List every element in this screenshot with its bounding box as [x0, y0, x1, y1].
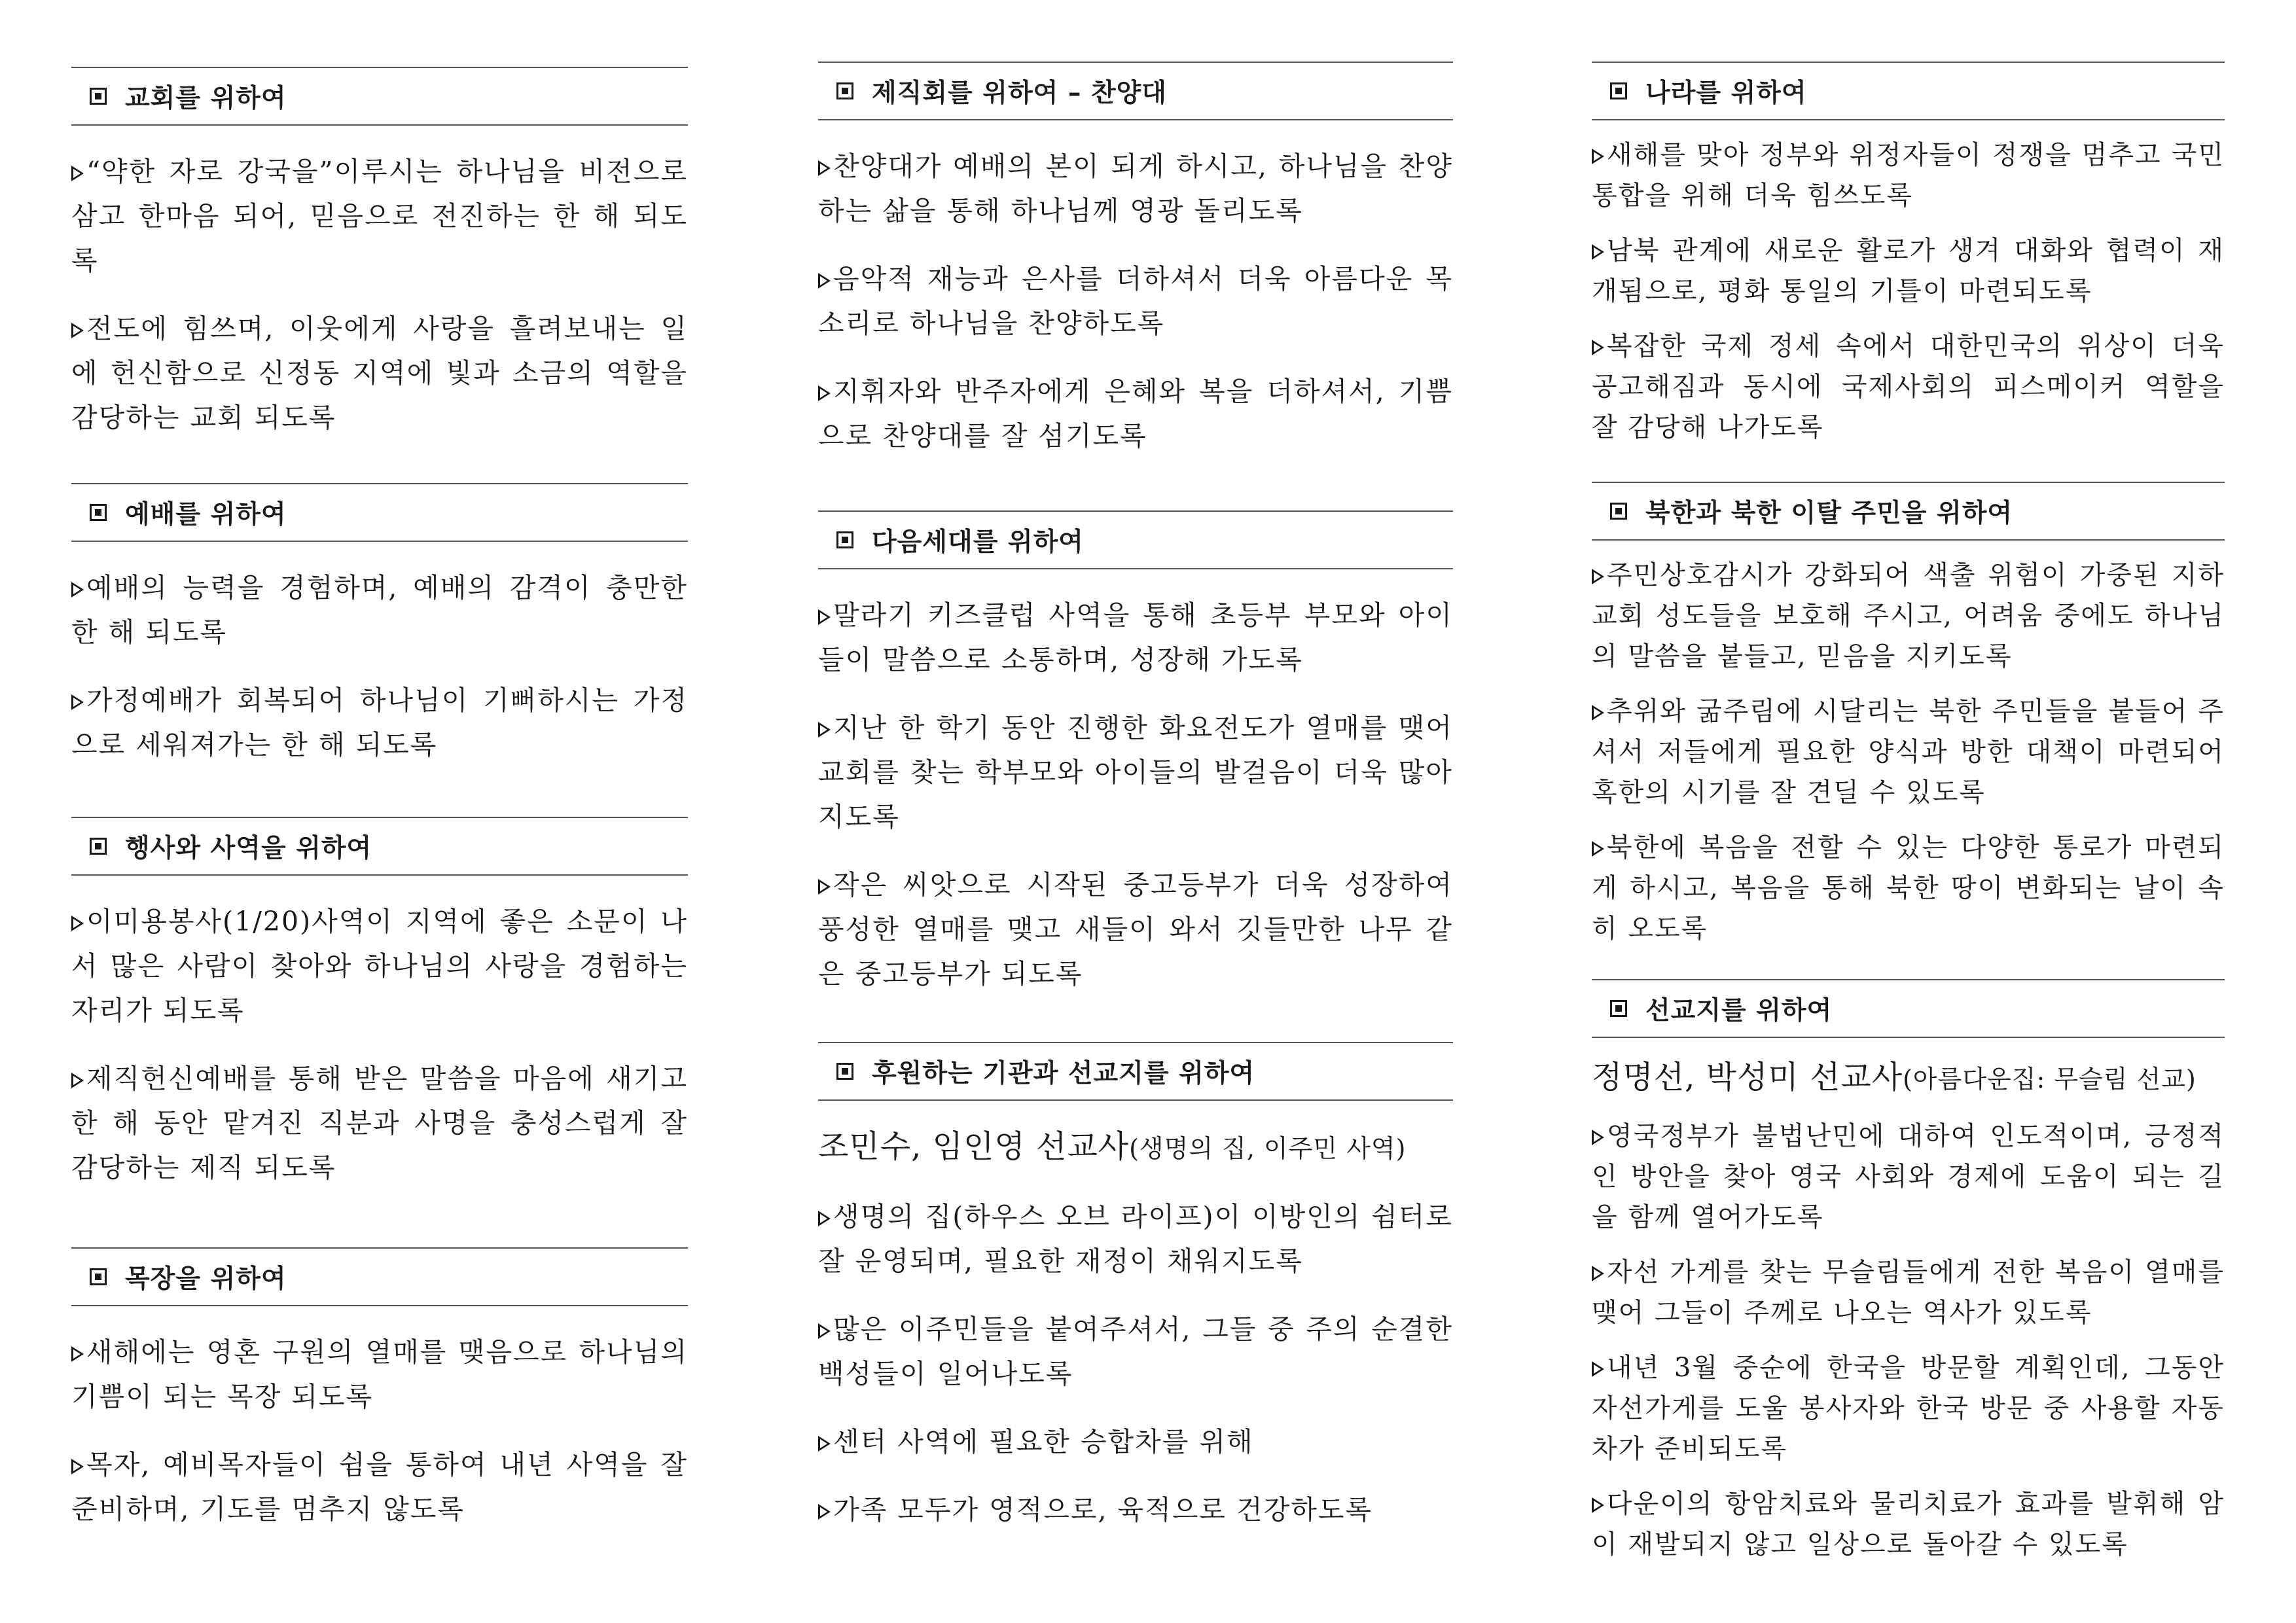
square-bullet-icon — [90, 88, 107, 105]
section-heading — [71, 67, 688, 126]
section-title: 선교지를 위하여 — [1645, 996, 1833, 1026]
prayer-item: 주민상호감시가 강화되어 색출 위험이 가중된 지하교회 성도들을 보호해 주시고, 어려움 중에도 하나님의 말씀을 붙들고, 믿음을 지키도록 — [1592, 560, 2225, 671]
prayer-item: 제직헌신예배를 통해 받은 말씀을 마음에 새기고 한 해 동안 맡겨진 직분과 사명을 충성스럽게 잘 감당하는 제직 되도록 — [71, 1063, 688, 1183]
section-heading — [1592, 62, 2225, 120]
triangle-bullet-icon — [818, 722, 831, 738]
prayer-item: 추위와 굶주림에 시달리는 북한 주민들을 붙들어 주셔서 저들에게 필요한 양식과 방한 대책이 마련되어 혹한의 시기를 잘 견딜 수 있도록 — [1592, 696, 2225, 808]
triangle-bullet-icon — [818, 609, 831, 625]
prayer-item: 찬양대가 예배의 본이 되게 하시고, 하나님을 찬양하는 삶을 통해 하나님께 영광 돌리도록 — [818, 151, 1453, 226]
prayer-item: 말라기 키즈클럽 사역을 통해 초등부 부모와 아이들이 말씀으로 소통하며, 성장해 가도록 — [818, 599, 1453, 675]
section-title: 북한과 북한 이탈 주민을 위하여 — [1645, 499, 2013, 528]
section-pastor — [71, 1247, 688, 1531]
triangle-bullet-icon — [818, 1323, 831, 1339]
square-bullet-icon — [1610, 503, 1627, 520]
section-next-generation — [818, 510, 1453, 996]
section-heading — [71, 817, 688, 876]
prayer-item: 생명의 집(하우스 오브 라이프)이 이방인의 쉼터로 잘 운영되며, 필요한 재정이 채워지도록 — [818, 1201, 1453, 1277]
triangle-bullet-icon — [71, 166, 84, 181]
square-bullet-icon — [90, 1268, 107, 1285]
prayer-item: 음악적 재능과 은사를 더하셔서 더욱 아름다운 목소리로 하나님을 찬양하도록 — [818, 263, 1453, 339]
section-title: 교회를 위하여 — [125, 84, 287, 113]
triangle-bullet-icon — [71, 1346, 84, 1362]
missionary-subtitle: (생명의 집, 이주민 사역) — [1129, 1134, 1407, 1163]
section-heading — [71, 1247, 688, 1306]
square-bullet-icon — [90, 504, 107, 521]
prayer-item: 센터 사역에 필요한 승합차를 위해 — [818, 1419, 1453, 1464]
triangle-bullet-icon — [1592, 1266, 1604, 1281]
triangle-bullet-icon — [818, 1211, 831, 1226]
prayer-item: 가정예배가 회복되어 하나님이 기뻐하시는 가정으로 세워져가는 한 해 되도록 — [71, 685, 688, 760]
triangle-bullet-icon — [818, 160, 831, 176]
triangle-bullet-icon — [818, 1436, 831, 1452]
prayer-item: 목자, 예비목자들이 쉼을 통하여 내년 사역을 잘 준비하며, 기도를 멈추지 않도록 — [71, 1449, 688, 1525]
triangle-bullet-icon — [818, 273, 831, 289]
triangle-bullet-icon — [1592, 340, 1604, 355]
triangle-bullet-icon — [818, 385, 831, 401]
triangle-bullet-icon — [1592, 569, 1604, 584]
section-choir — [818, 62, 1453, 458]
triangle-bullet-icon — [1592, 1497, 1604, 1513]
prayer-item: 다운이의 항암치료와 물리치료가 효과를 발휘해 암이 재발되지 않고 일상으로 돌아갈 수 있도록 — [1592, 1489, 2225, 1560]
section-title: 제직회를 위하여 – 찬양대 — [872, 79, 1167, 108]
prayer-item: 작은 씨앗으로 시작된 중고등부가 더욱 성장하여 풍성한 열매를 맺고 새들이 와서 깃들만한 나무 같은 중고등부가 되도록 — [818, 869, 1453, 990]
missionary-name: 정명선, 박성미 선교사 — [1592, 1059, 1903, 1096]
prayer-item: 내년 3월 중순에 한국을 방문할 계획인데, 그동안 자선가게를 도울 봉사자와 한국 방문 중 사용할 자동차가 준비되도록 — [1592, 1353, 2225, 1464]
prayer-item: 이미용봉사(1/20)사역이 지역에 좋은 소문이 나서 많은 사람이 찾아와 하나님의 사랑을 경험하는 자리가 되도록 — [71, 906, 688, 1026]
square-bullet-icon — [836, 1063, 853, 1080]
prayer-item: 남북 관계에 새로운 활로가 생겨 대화와 협력이 재개됨으로, 평화 통일의 기틀이 마련되도록 — [1592, 236, 2225, 306]
square-bullet-icon — [1610, 82, 1627, 99]
triangle-bullet-icon — [1592, 149, 1604, 164]
section-heading — [1592, 482, 2225, 541]
triangle-bullet-icon — [818, 1504, 831, 1520]
section-events — [71, 817, 688, 1190]
section-mission — [1592, 979, 2225, 1565]
missionary-subtitle: (아름다운집: 무슬림 선교) — [1903, 1065, 2197, 1094]
triangle-bullet-icon — [71, 1459, 84, 1474]
missionary-name: 조민수, 임인영 선교사 — [818, 1128, 1130, 1165]
square-bullet-icon — [90, 838, 107, 855]
section-nation — [1592, 62, 2225, 448]
section-support — [818, 1042, 1453, 1532]
triangle-bullet-icon — [71, 582, 84, 597]
triangle-bullet-icon — [1592, 705, 1604, 721]
prayer-item: 새해에는 영혼 구원의 열매를 맺음으로 하나님의 기쁨이 되는 목장 되도록 — [71, 1336, 688, 1412]
triangle-bullet-icon — [71, 323, 84, 338]
section-title: 행사와 사역을 위하여 — [125, 834, 372, 863]
prayer-item: 새해를 맞아 정부와 위정자들이 정쟁을 멈추고 국민통합을 위해 더욱 힘쓰도록 — [1592, 140, 2225, 211]
section-title: 목장을 위하여 — [125, 1264, 287, 1294]
square-bullet-icon — [836, 531, 853, 548]
prayer-item: 복잡한 국제 정세 속에서 대한민국의 위상이 더욱 공고해짐과 동시에 국제사회의 피스메이커 역할을 잘 감당해 나가도록 — [1592, 331, 2225, 442]
prayer-item: 전도에 힘쓰며, 이웃에게 사랑을 흘려보내는 일에 헌신함으로 신정동 지역에 빛과 소금의 역할을 감당하는 교회 되도록 — [71, 313, 688, 433]
triangle-bullet-icon — [1592, 244, 1604, 260]
triangle-bullet-icon — [71, 916, 84, 931]
section-heading — [1592, 979, 2225, 1038]
section-title: 예배를 위하여 — [125, 500, 287, 529]
triangle-bullet-icon — [71, 694, 84, 710]
prayer-item: 많은 이주민들을 붙여주셔서, 그들 중 주의 순결한 백성들이 일어나도록 — [818, 1313, 1453, 1389]
triangle-bullet-icon — [71, 1073, 84, 1088]
section-title: 다음세대를 위하여 — [872, 527, 1084, 557]
missionary-heading — [1592, 1055, 2225, 1101]
prayer-item: “약한 자로 강국을”이루시는 하나님을 비전으로 삼고 한마음 되어, 믿음으로 전진하는 한 해 되도록 — [71, 156, 688, 276]
section-heading — [818, 510, 1453, 569]
square-bullet-icon — [836, 82, 853, 99]
section-title: 후원하는 기관과 선교지를 위하여 — [872, 1059, 1255, 1088]
prayer-item: 영국정부가 불법난민에 대하여 인도적이며, 긍정적인 방안을 찾아 영국 사회와 경제에 도움이 되는 길을 함께 열어가도록 — [1592, 1121, 2225, 1232]
triangle-bullet-icon — [1592, 841, 1604, 857]
triangle-bullet-icon — [818, 879, 831, 895]
section-north-korea — [1592, 482, 2225, 949]
square-bullet-icon — [1610, 1000, 1627, 1017]
section-title: 나라를 위하여 — [1645, 79, 1807, 108]
section-heading — [818, 1042, 1453, 1101]
section-heading — [818, 62, 1453, 120]
section-church — [71, 67, 688, 440]
triangle-bullet-icon — [1592, 1130, 1604, 1145]
prayer-item: 지휘자와 반주자에게 은혜와 복을 더하셔서, 기쁨으로 찬양대를 잘 섬기도록 — [818, 376, 1453, 452]
prayer-item: 예배의 능력을 경험하며, 예배의 감격이 충만한 한 해 되도록 — [71, 572, 688, 648]
prayer-item: 북한에 복음을 전할 수 있는 다양한 통로가 마련되게 하시고, 복음을 통해 북한 땅이 변화되는 날이 속히 오도록 — [1592, 832, 2225, 944]
prayer-item: 자선 가게를 찾는 무슬림들에게 전한 복음이 열매를 맺어 그들이 주께로 나오는 역사가 있도록 — [1592, 1257, 2225, 1328]
triangle-bullet-icon — [1592, 1361, 1604, 1377]
prayer-item: 지난 한 학기 동안 진행한 화요전도가 열매를 맺어 교회를 찾는 학부모와 아이들의 발걸음이 더욱 많아지도록 — [818, 712, 1453, 832]
section-worship — [71, 483, 688, 767]
prayer-item: 가족 모두가 영적으로, 육적으로 건강하도록 — [818, 1488, 1453, 1532]
missionary-heading — [818, 1124, 1453, 1171]
section-heading — [71, 483, 688, 542]
